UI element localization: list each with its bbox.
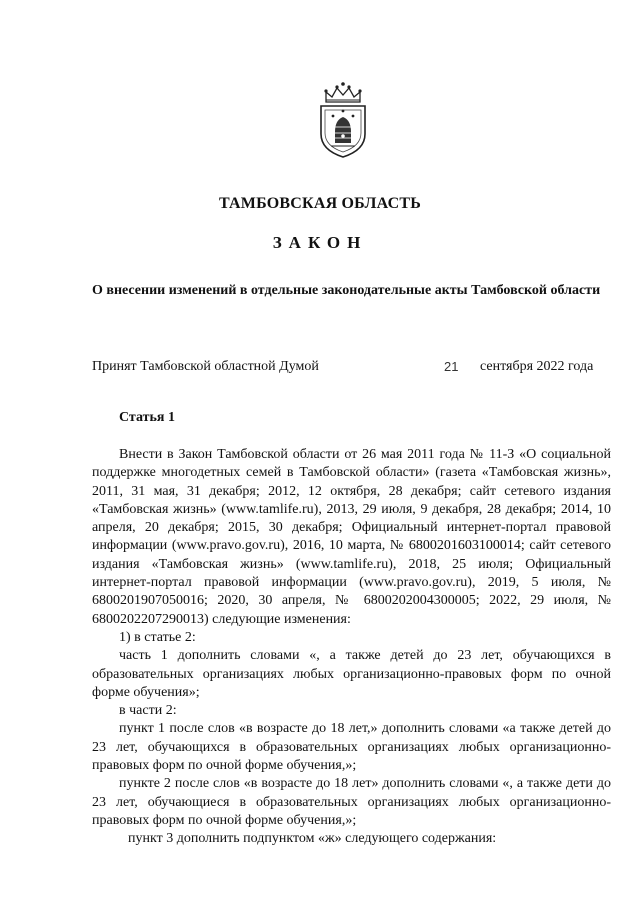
coat-of-arms-icon [312, 80, 374, 160]
list-item: в части 2: [119, 703, 177, 719]
article-heading: Статья 1 [119, 410, 175, 425]
list-item: 1) в статье 2: [119, 629, 196, 645]
law-subject: О внесении изменений в отдельные законодательные акты Тамбовской области [92, 283, 601, 298]
list-item: часть 1 дополнить словами «, а также детей до 23 лет, обучающихся в образовательных организациях любых организационно-правовых форм по очной форме обучения»; [92, 648, 611, 700]
document-type: ЗАКОН [272, 233, 368, 252]
adoption-day: 21 [444, 359, 459, 374]
region-title: ТАМБОВСКАЯ ОБЛАСТЬ [218, 195, 422, 212]
article-intro: Внести в Закон Тамбовской области от 26 мая 2011 года № 11-З «О социальной поддержке многодетных семей в Тамбовской области» (газета «Тамбовская жизнь», 2011, 31 мая, 31 декабря; 2012, 12 октября, 28 декабря; сайт сетевого издания «Тамбовская жизнь» (www.tamlife.ru), 2013, 29 июля, 9 декабря, 28 декабря; 2014, 10 апреля, 20 декабря; 2015, 30 декабря; Официальный интернет-портал правовой информации (www.pravo.gov.ru), 2016, 10 марта, № 6800201603100014; сайт сетевого издания «Тамбовская жизнь» (www.tamlife.ru), 2018, 25 июля; Официальный интернет-портал правовой информации (www.pravo.gov.ru), 2019, 5 июля, № 6800201907050016; 2020, 30 апреля, № 6800202004300005; 2022, 29 июля, № 6800202207290013) следующие изменения: [92, 447, 611, 627]
list-item: пункте 2 после слов «в возрасте до 18 лет» дополнить словами «, а также дети до 23 лет, обучающиеся в образовательных организациях любых организационно-правовых форм по очной форме обучения,»; [92, 776, 611, 828]
list-item: пункт 3 дополнить подпунктом «ж» следующего содержания: [128, 831, 497, 847]
article-body [92, 446, 611, 849]
adoption-date: сентября 2022 года [480, 359, 594, 374]
list-item: пункт 1 после слов «в возрасте до 18 лет,» дополнить словами «а также детей до 23 лет, обучающихся в образовательных организациях любых организационно-правовых форм по очной форме обучения,»; [92, 721, 611, 774]
adoption-statement: Принят Тамбовской областной Думой [92, 359, 319, 374]
